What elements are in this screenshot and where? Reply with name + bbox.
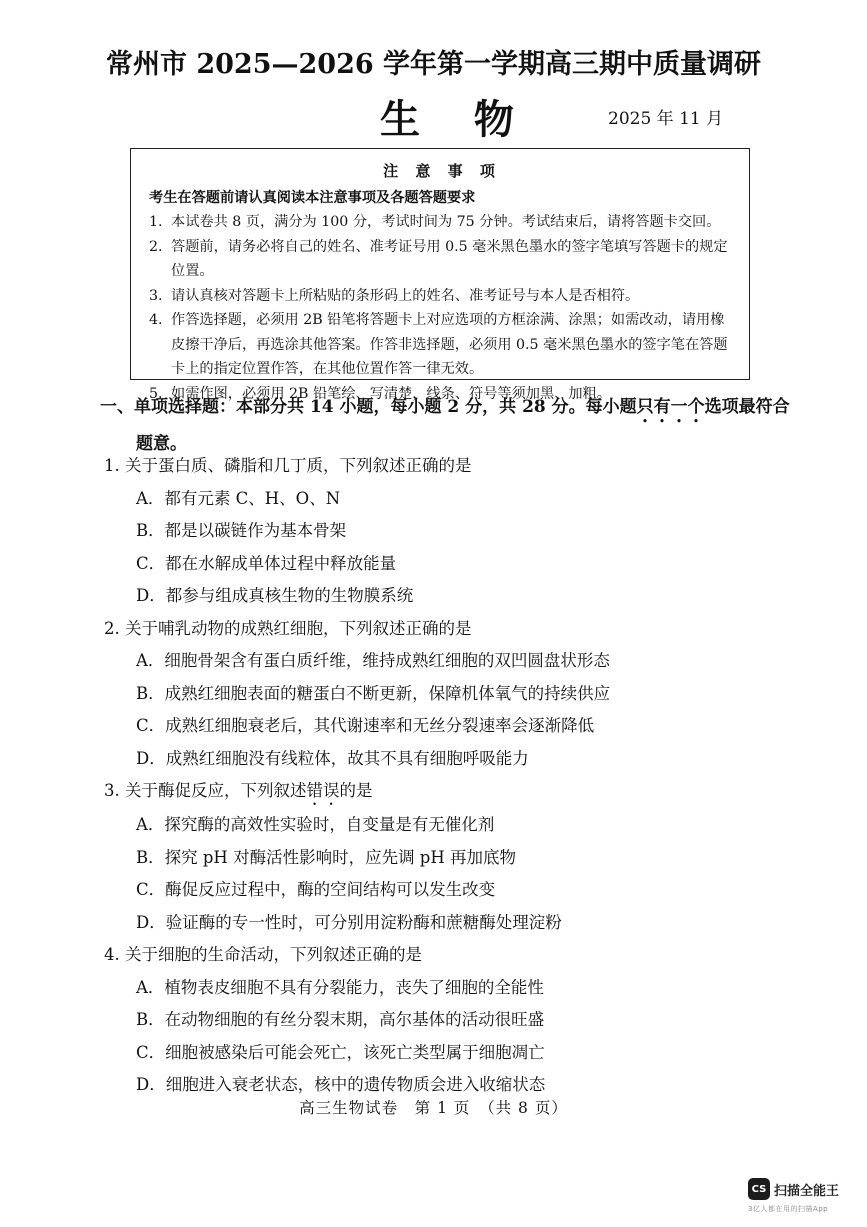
notice-item-number: 4. (149, 312, 163, 328)
watermark-tagline: 3亿人都在用的扫描App (748, 1205, 829, 1213)
scanner-watermark (748, 1178, 839, 1200)
notice-item-text: 答题前，请务必将自己的姓名、准考证号用 0.5 毫米黑色墨水的签字笔填写答题卡的规定位置。 (171, 238, 728, 279)
option: A．探究酶的高效性实验时，自变量是有无催化剂 (136, 815, 495, 834)
exam-title: 常州市 2025—2026 学年第一学期高三期中质量调研 (105, 49, 762, 80)
notice-item-text: 本试卷共 8 页，满分为 100 分，考试时间为 75 分钟。考试结束后，请将答题卡交回。 (171, 214, 721, 230)
section-emphasis: 只有一个 (636, 397, 705, 417)
option: A．细胞骨架含有蛋白质纤维，维持成熟红细胞的双凹圆盘状形态 (136, 651, 610, 670)
question-stem: 4. 关于细胞的生命活动，下列叙述正确的是 (104, 945, 422, 964)
option: B．探究 pH 对酶活性影响时，应先调 pH 再加底物 (136, 847, 517, 867)
question (104, 613, 804, 776)
option: D．成熟红细胞没有线粒体，故其不具有细胞呼吸能力 (136, 748, 529, 768)
section-text: 选项最符合 (704, 397, 790, 417)
notice-item (149, 210, 735, 235)
question-list (104, 450, 804, 1102)
notice-item (149, 308, 735, 382)
notice-item-text: 作答选择题，必须用 2B 铅笔将答题卡上对应选项的方框涂满、涂黑；如需改动，请用橡皮擦干净后，再选涂其他答案。作答非选择题，必须用 0.5 毫米黑色墨水的签字笔在答题卡上的指定位置作答，在其他位置作答一律无效。 (171, 312, 728, 377)
option: D．验证酶的专一性时，可分别用淀粉酶和蔗糖酶处理淀粉 (136, 912, 562, 932)
notice-intro: 考生在答题前请认真阅读本注意事项及各题答题要求 (149, 189, 476, 206)
page-footer: 高三生物试卷 第 1 页 （共 8 页） (299, 1099, 568, 1117)
question-stem (104, 775, 804, 809)
question-stem: 1. 关于蛋白质、磷脂和几丁质，下列叙述正确的是 (104, 456, 472, 475)
option: B．在动物细胞的有丝分裂末期，高尔基体的活动很旺盛 (136, 1010, 545, 1029)
option: C．酶促反应过程中，酶的空间结构可以发生改变 (136, 880, 496, 899)
question (104, 939, 804, 1102)
option: C．细胞被感染后可能会死亡，该死亡类型属于细胞凋亡 (136, 1042, 545, 1062)
question (104, 450, 804, 613)
notice-item (149, 284, 735, 309)
stem-text: 的是 (339, 781, 373, 800)
notice-item-number: 3. (149, 287, 163, 304)
camscanner-icon: CS (748, 1178, 770, 1200)
watermark-name: 扫描全能王 (774, 1183, 840, 1199)
stem-emphasis: 错误 (306, 781, 340, 800)
section-text: 一、单项选择题：本部分共 14 小题，每小题 2 分，共 28 分。每小题 (100, 397, 637, 417)
option: A．都有元素 C、H、O、N (136, 488, 341, 508)
question (104, 775, 804, 939)
stem-text: 3. 关于酶促反应，下列叙述 (104, 781, 307, 800)
option: D．细胞进入衰老状态，核中的遗传物质会进入收缩状态 (136, 1075, 546, 1094)
option: C．成熟红细胞衰老后，其代谢速率和无丝分裂速率会逐渐降低 (136, 716, 595, 735)
notice-item-number: 5. (149, 385, 163, 402)
option: B．成熟红细胞表面的糖蛋白不断更新，保障机体氧气的持续供应 (136, 683, 611, 703)
option: C．都在水解成单体过程中释放能量 (136, 553, 397, 573)
notice-item (149, 235, 735, 284)
notice-item-text: 如需作图，必须用 2B 铅笔绘、写清楚，线条、符号等须加黑、加粗。 (171, 385, 611, 402)
exam-date: 2025 年 11 月 (608, 109, 724, 129)
section-text: 题意。 (136, 434, 187, 454)
section-heading-line (100, 390, 790, 427)
question-stem: 2. 关于哺乳动物的成熟红细胞，下列叙述正确的是 (104, 618, 472, 638)
option: A．植物表皮细胞不具有分裂能力，丧失了细胞的全能性 (136, 977, 544, 997)
option: D．都参与组成真核生物的生物膜系统 (136, 586, 414, 605)
notice-box (130, 148, 750, 402)
subject-heading: 生 物 (380, 96, 534, 143)
option: B．都是以碳链作为基本骨架 (136, 521, 347, 540)
notice-item-number: 2. (149, 238, 163, 255)
notice-title: 注 意 事 项 (383, 162, 501, 180)
notice-item-text: 请认真核对答题卡上所粘贴的条形码上的姓名、准考证号与本人是否相符。 (171, 287, 640, 304)
notice-item-number: 1. (149, 214, 163, 230)
